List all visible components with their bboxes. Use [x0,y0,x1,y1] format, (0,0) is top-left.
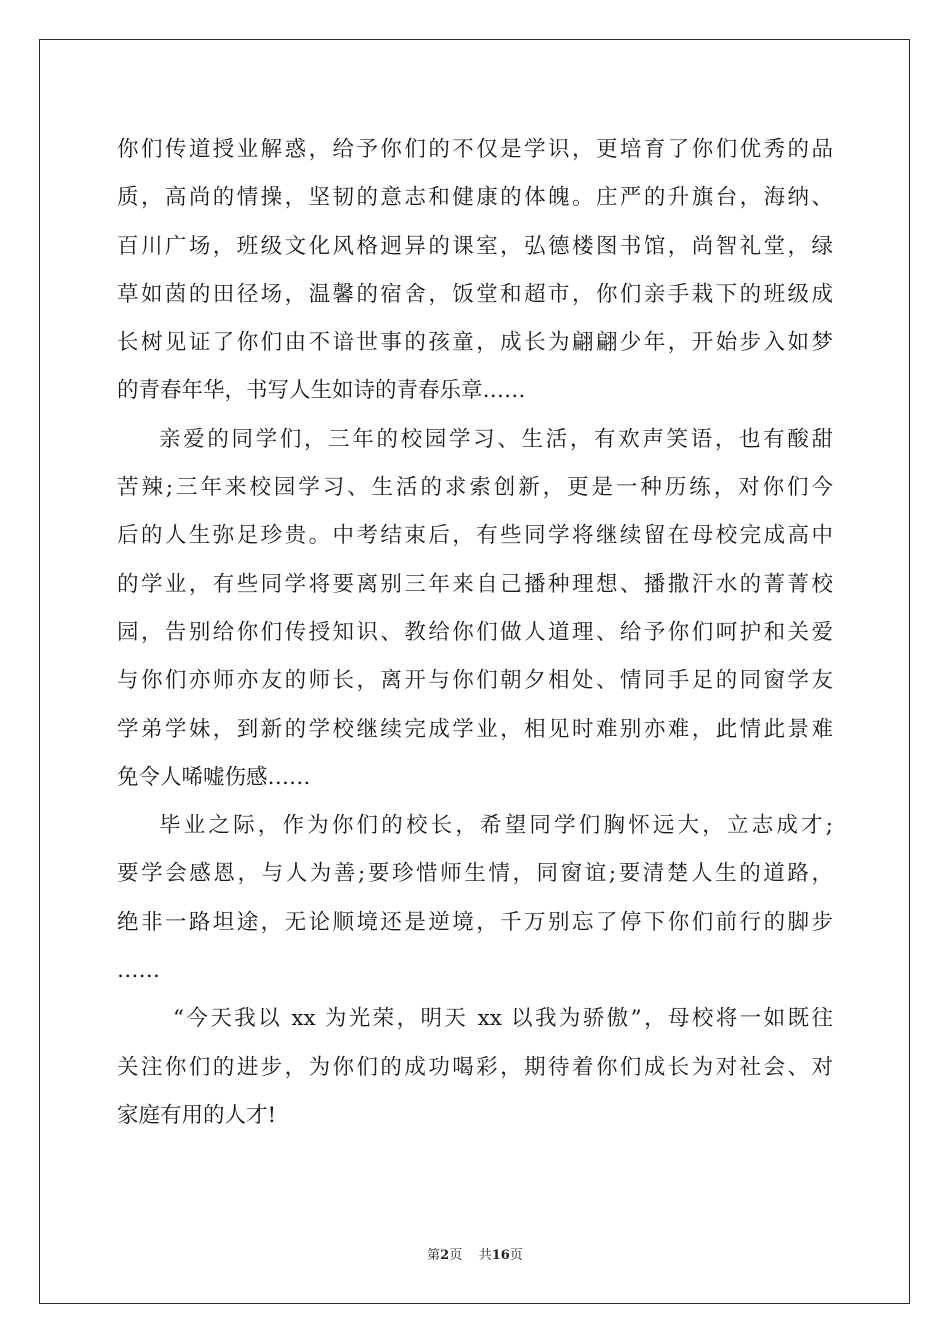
total-pages: 16 [491,1248,510,1263]
paragraph [117,126,833,416]
text-line: 长树见证了你们由不谙世事的孩童，成长为翩翩少年，开始步入如梦 [117,330,833,356]
text-line: 苦辣;三年来校园学习、生活的求索创新，更是一种历练，对你们今 [117,475,833,501]
text-line: 绝非一路坦途，无论顺境还是逆境，千万别忘了停下你们前行的脚步 [117,909,833,935]
text-line: 百川广场，班级文化风格迥异的课室，弘德楼图书馆，尚智礼堂，绿 [117,233,833,259]
text-line: 关注你们的进步，为你们的成功喝彩，期待着你们成长为对社会、对 [117,1054,833,1080]
text-line: 的青春年华，书写人生如诗的青春乐章…… [117,378,526,404]
text-line: 家庭有用的人才! [117,1102,277,1128]
paragraph [117,802,833,995]
text-line: 园，告别给你们传授知识、教给你们做人道理、给予你们呵护和关爱 [117,619,833,645]
total-suffix: 页 [509,1248,523,1263]
text-line: 质，高尚的情操，坚韧的意志和健康的体魄。庄严的升旗台，海纳、 [117,185,833,211]
page-prefix: 第 [427,1248,441,1263]
paragraph [117,995,833,1140]
text-line: 你们传道授业解惑，给予你们的不仅是学识，更培育了你们优秀的品 [117,137,833,162]
text-line: 学弟学妹，到新的学校继续完成学业，相见时难别亦难，此情此景难 [117,716,833,742]
total-prefix: 共 [478,1248,492,1263]
page-number: 2 [440,1248,450,1263]
document-body [117,126,833,1140]
text-line: 的学业，有些同学将要离别三年来自己播种理想、播撒汗水的菁菁校 [117,571,833,597]
text-line: “今天我以 xx 为光荣，明天 xx 以我为骄傲”，母校将一如既往 [173,1006,833,1032]
paragraph [117,416,833,802]
text-line: 与你们亦师亦友的师长，离开与你们朝夕相处、情同手足的同窗学友 [117,668,833,694]
text-line: …… [117,958,160,984]
page-suffix: 页 [449,1248,463,1263]
text-line: 免令人唏嘘伤感…… [117,764,311,790]
text-line: 要学会感恩，与人为善;要珍惜师生情，同窗谊;要清楚人生的道路， [117,861,833,887]
page-footer [0,1244,950,1263]
text-line: 草如茵的田径场，温馨的宿舍，饭堂和超市，你们亲手栽下的班级成 [117,281,833,307]
text-line: 毕业之际，作为你们的校长，希望同学们胸怀远大，立志成才; [159,813,833,839]
text-line: 后的人生弥足珍贵。中考结束后，有些同学将继续留在母校完成高中 [117,523,833,549]
text-line: 亲爱的同学们，三年的校园学习、生活，有欢声笑语，也有酸甜 [159,426,833,452]
